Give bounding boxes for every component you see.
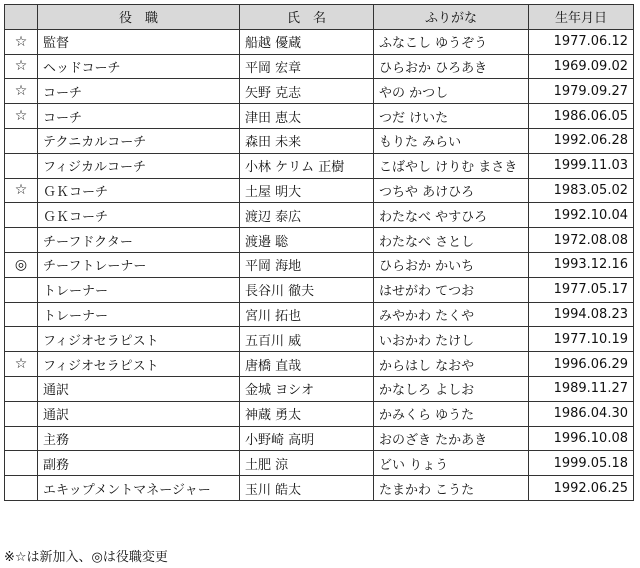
cell-role: フィジオセラピスト [38,327,240,352]
cell-mark [5,277,38,302]
table-row [5,451,634,476]
cell-role: ＧＫコーチ [38,203,240,228]
table-row [5,327,634,352]
table-row [5,302,634,327]
cell-role: 監督 [38,29,240,54]
cell-name: 土肥 涼 [240,451,374,476]
cell-mark: ☆ [5,29,38,54]
cell-name: 小林 ケリム 正樹 [240,153,374,178]
cell-mark: ☆ [5,178,38,203]
cell-role: 通訳 [38,376,240,401]
cell-role: コーチ [38,79,240,104]
cell-role: コーチ [38,104,240,129]
cell-dob: 1992.10.04 [529,203,634,228]
cell-furigana: つだ けいた [374,104,529,129]
table-row [5,401,634,426]
staff-table [4,4,634,501]
cell-role: 副務 [38,451,240,476]
table-header-row [5,5,634,30]
cell-mark [5,228,38,253]
cell-name: 矢野 克志 [240,79,374,104]
cell-mark: ☆ [5,352,38,377]
cell-dob: 1977.05.17 [529,277,634,302]
cell-name: 金城 ヨシオ [240,376,374,401]
cell-furigana: わたなべ さとし [374,228,529,253]
cell-dob: 1992.06.28 [529,128,634,153]
cell-dob: 1992.06.25 [529,476,634,501]
cell-name: 唐橋 直哉 [240,352,374,377]
cell-role: 通訳 [38,401,240,426]
cell-dob: 1983.05.02 [529,178,634,203]
cell-role: ＧＫコーチ [38,178,240,203]
cell-name: 平岡 海地 [240,252,374,277]
header-role: 役 職 [38,5,240,30]
cell-furigana: かみくら ゆうた [374,401,529,426]
cell-dob: 1999.05.18 [529,451,634,476]
cell-role: チーフドクター [38,228,240,253]
staff-table-body [5,29,634,500]
cell-mark: ☆ [5,79,38,104]
cell-name: 玉川 皓太 [240,476,374,501]
table-row [5,476,634,501]
cell-mark [5,153,38,178]
table-row [5,252,634,277]
table-row [5,426,634,451]
cell-dob: 1999.11.03 [529,153,634,178]
cell-dob: 1996.06.29 [529,352,634,377]
cell-dob: 1979.09.27 [529,79,634,104]
cell-dob: 1986.06.05 [529,104,634,129]
cell-dob: 1993.12.16 [529,252,634,277]
table-row [5,29,634,54]
cell-name: 長谷川 徹夫 [240,277,374,302]
cell-furigana: おのざき たかあき [374,426,529,451]
cell-role: フィジカルコーチ [38,153,240,178]
table-row [5,54,634,79]
cell-dob: 1972.08.08 [529,228,634,253]
table-row [5,178,634,203]
table-row [5,376,634,401]
cell-role: ヘッドコーチ [38,54,240,79]
table-row [5,277,634,302]
cell-role: チーフトレーナー [38,252,240,277]
table-row [5,104,634,129]
cell-name: 小野崎 高明 [240,426,374,451]
table-row [5,228,634,253]
cell-role: トレーナー [38,302,240,327]
cell-furigana: もりた みらい [374,128,529,153]
table-row [5,153,634,178]
cell-furigana: ひらおか かいち [374,252,529,277]
cell-dob: 1994.08.23 [529,302,634,327]
cell-role: フィジオセラピスト [38,352,240,377]
cell-name: 津田 恵太 [240,104,374,129]
cell-furigana: つちや あけひろ [374,178,529,203]
cell-role: エキップメントマネージャー [38,476,240,501]
cell-dob: 1977.06.12 [529,29,634,54]
cell-dob: 1996.10.08 [529,426,634,451]
cell-mark: ☆ [5,54,38,79]
cell-furigana: わたなべ やすひろ [374,203,529,228]
cell-role: トレーナー [38,277,240,302]
table-row [5,203,634,228]
cell-mark [5,203,38,228]
cell-name: 渡邉 聡 [240,228,374,253]
cell-name: 平岡 宏章 [240,54,374,79]
cell-name: 森田 未来 [240,128,374,153]
cell-dob: 1989.11.27 [529,376,634,401]
header-furigana: ふりがな [374,5,529,30]
cell-furigana: ふなこし ゆうぞう [374,29,529,54]
cell-dob: 1969.09.02 [529,54,634,79]
cell-name: 土屋 明大 [240,178,374,203]
cell-dob: 1986.04.30 [529,401,634,426]
cell-mark: ◎ [5,252,38,277]
header-name: 氏 名 [240,5,374,30]
cell-mark [5,327,38,352]
cell-furigana: ひらおか ひろあき [374,54,529,79]
cell-furigana: やの かつし [374,79,529,104]
cell-dob: 1977.10.19 [529,327,634,352]
cell-mark [5,451,38,476]
cell-furigana: こばやし けりむ まさき [374,153,529,178]
header-dob: 生年月日 [529,5,634,30]
table-row [5,352,634,377]
cell-mark [5,302,38,327]
cell-furigana: いおかわ たけし [374,327,529,352]
cell-role: テクニカルコーチ [38,128,240,153]
cell-name: 宮川 拓也 [240,302,374,327]
table-row [5,128,634,153]
cell-furigana: かなしろ よしお [374,376,529,401]
cell-mark [5,376,38,401]
cell-furigana: はせがわ てつお [374,277,529,302]
cell-name: 船越 優蔵 [240,29,374,54]
cell-furigana: からはし なおや [374,352,529,377]
cell-furigana: みやかわ たくや [374,302,529,327]
cell-mark [5,426,38,451]
cell-role: 主務 [38,426,240,451]
cell-furigana: たまかわ こうた [374,476,529,501]
cell-name: 五百川 威 [240,327,374,352]
cell-mark [5,401,38,426]
header-mark [5,5,38,30]
table-row [5,79,634,104]
cell-furigana: どい りょう [374,451,529,476]
cell-mark: ☆ [5,104,38,129]
footnote: ※☆は新加入、◎は役職変更 [4,550,168,565]
cell-name: 神蔵 勇太 [240,401,374,426]
cell-mark [5,128,38,153]
cell-mark [5,476,38,501]
cell-name: 渡辺 泰広 [240,203,374,228]
